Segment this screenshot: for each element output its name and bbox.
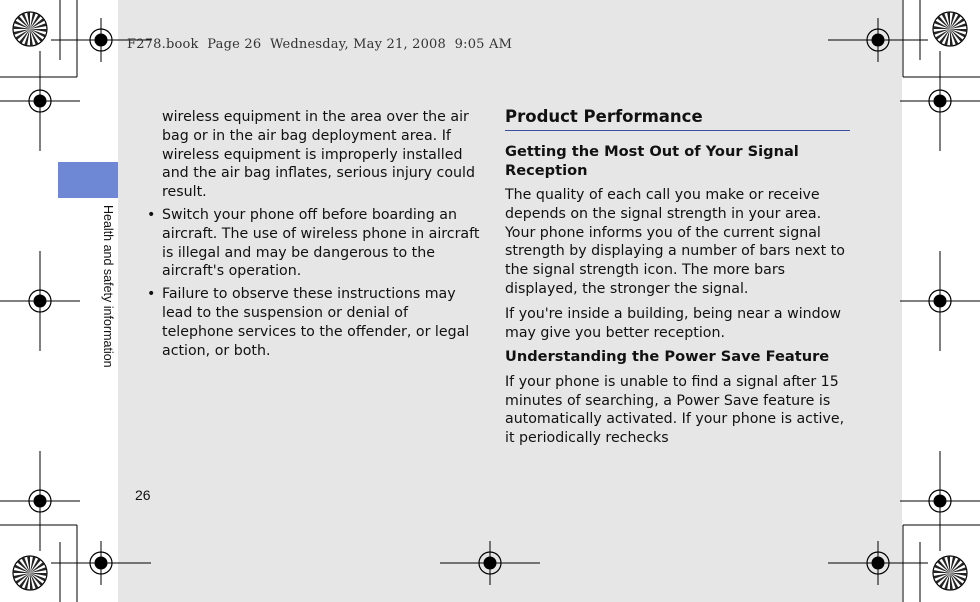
bullet-item bbox=[147, 206, 480, 281]
registration-mark bbox=[51, 541, 151, 585]
bullet-dot: • bbox=[147, 206, 156, 223]
right-column bbox=[505, 107, 850, 454]
bullet-dot: • bbox=[147, 286, 156, 303]
registration-mark bbox=[0, 251, 80, 351]
subheading-power-save: Understanding the Power Save Feature bbox=[505, 348, 830, 366]
print-header-line: F278.book Page 26 Wednesday, May 21, 2008 9:05 AM bbox=[127, 37, 513, 52]
starburst-mark bbox=[933, 12, 967, 46]
registration-mark bbox=[0, 51, 80, 151]
registration-mark bbox=[900, 51, 980, 151]
page-number: 26 bbox=[135, 487, 151, 503]
left-column bbox=[147, 108, 480, 360]
registration-mark bbox=[828, 18, 928, 62]
bullet-text: Switch your phone off before boarding an aircraft. The use of wireless phone in aircraft is illegal and may be dangerous to the aircraft's operation. bbox=[162, 206, 480, 280]
registration-mark bbox=[900, 451, 980, 551]
registration-mark bbox=[440, 541, 540, 585]
paragraph-building: If you're inside a building, being near a window may give you better reception. bbox=[505, 305, 841, 341]
section-heading: Product Performance bbox=[505, 107, 850, 131]
bullet-text: Failure to observe these instructions may lead to the suspension or denial of telephone services to the offender, or legal action, or both. bbox=[162, 286, 470, 359]
starburst-mark bbox=[13, 12, 47, 46]
registration-mark bbox=[828, 541, 928, 585]
paragraph-power-save: If your phone is unable to find a signal after 15 minutes of searching, a Power Save feature is automatically activated. If your phone is active, it periodically rechecks bbox=[505, 373, 845, 447]
starburst-mark bbox=[933, 556, 967, 590]
registration-mark bbox=[900, 251, 980, 351]
paragraph-signal-quality: The quality of each call you make or receive depends on the signal strength in your area. Your phone informs you of the current signal strength by displaying a number of bars next to the signal strength icon. The more bars displayed, the stronger the signal. bbox=[505, 187, 845, 297]
registration-mark bbox=[0, 451, 80, 551]
intro-paragraph: wireless equipment in the area over the air bag or in the air bag deployment area. If wireless equipment is improperly installed and the air bag inflates, serious injury could result. bbox=[162, 109, 475, 201]
chapter-side-label: Health and safety information bbox=[101, 205, 115, 368]
bullet-item bbox=[147, 285, 480, 360]
starburst-mark bbox=[13, 556, 47, 590]
chapter-tab bbox=[58, 162, 118, 198]
subheading-signal: Getting the Most Out of Your Signal Reception bbox=[505, 143, 799, 179]
